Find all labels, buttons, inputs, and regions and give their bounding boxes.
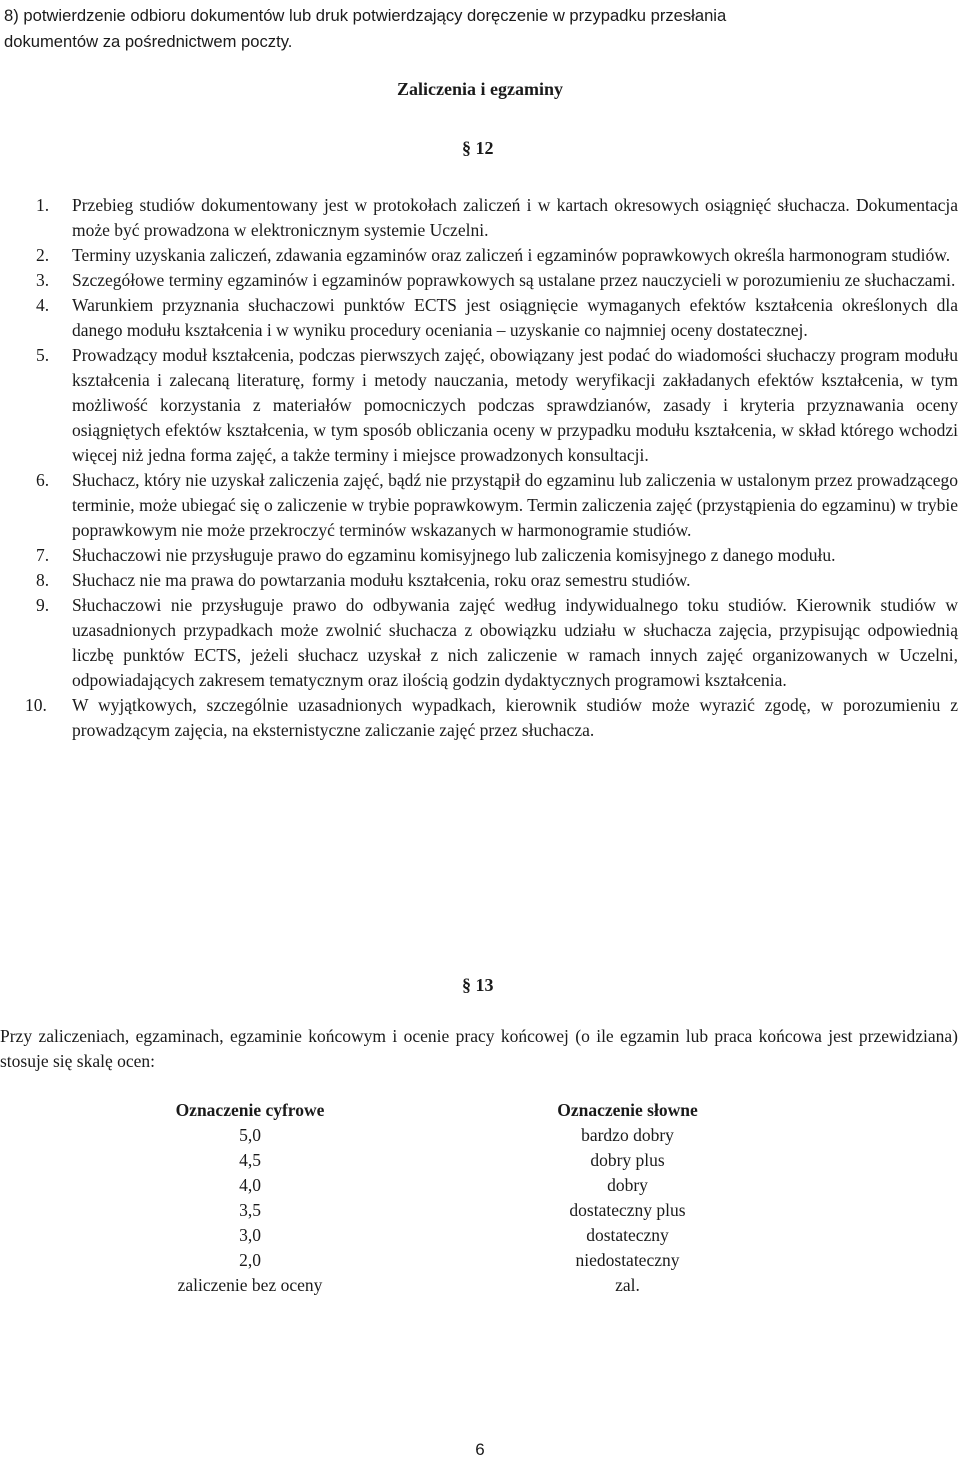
item-text: Prowadzący moduł kształcenia, podczas pierwszych zajęć, obowiązany jest podać do wiadomości słuchaczy program modułu kształcenia i zalecaną literaturę, formy i metody nauczania, metody weryfikacji zakładanych efektów kształcenia, w tym możliwość korzystania z materiałów pomocniczych podczas sprawdzianów, zasady i kryteria przyznawania oceny osiągniętych efektów kształcenia, w tym sposób obliczania oceny w przypadku modułu kształcenia, w skład którego wchodzi więcej niż jedna forma zajęć, a także terminy i miejsce prowadzonych konsultacji. <box>72 345 958 465</box>
grade-verbal: dobry <box>607 1175 648 1195</box>
grade-verbal: bardzo dobry <box>581 1125 674 1145</box>
list-item <box>0 193 958 243</box>
paragraph-12-heading <box>462 138 494 159</box>
item-text: Słuchaczowi nie przysługuje prawo do egzaminu komisyjnego lub zaliczenia komisyjnego z danego modułu. <box>72 545 836 565</box>
grade-numeric: 3,0 <box>239 1225 261 1245</box>
section-title: Zaliczenia i egzaminy <box>397 79 563 99</box>
list-item <box>0 343 958 468</box>
paragraph-number: 13 <box>475 975 494 995</box>
item-text: Terminy uzyskania zaliczeń, zdawania egzaminów oraz zaliczeń i egzaminów poprawkowych określa harmonogram studiów. <box>72 245 951 265</box>
paragraph-number: 12 <box>475 138 494 158</box>
grade-verbal: zal. <box>615 1275 640 1295</box>
verbal-column-header: Oznaczenie słowne <box>557 1100 698 1120</box>
paragraph-12-list <box>0 193 958 743</box>
grade-verbal: dostateczny <box>586 1225 669 1245</box>
page-number: 6 <box>475 1440 485 1459</box>
item-text: Szczegółowe terminy egzaminów i egzaminów poprawkowych są ustalane przez nauczycieli w porozumieniu ze słuchaczami. <box>72 270 956 290</box>
list-item <box>0 693 958 743</box>
list-item <box>0 593 958 693</box>
numeric-column-header: Oznaczenie cyfrowe <box>175 1100 325 1120</box>
paragraph-symbol: § <box>462 138 471 158</box>
item-text: Słuchaczowi nie przysługuje prawo do odbywania zajęć według indywidualnego toku studiów. Kierownik studiów w uzasadnionych przypadkach może zwolnić słuchacza z obowiązku udziału w słuchacza zajęcia, przypisując odpowiednią liczbę punktów ECTS, jeżeli słuchacz uzyskał z nich zaliczenie w ramach innych zajęć organizowanych w Uczelni, odpowiadających zakresem tematycznym oraz ilością godzin dydaktycznych programowi kształcenia. <box>72 595 958 690</box>
item-number: 4. <box>36 295 50 315</box>
item-text: Warunkiem przyznania słuchaczowi punktów ECTS jest osiągnięcie wymaganych efektów kształcenia określonych dla danego modułu kształcenia i w wyniku procedury oceniania – uzyskanie co najmniej oceny dostatecznej. <box>72 295 958 340</box>
verbal-column <box>510 1098 745 1298</box>
item-number: 3. <box>36 270 50 290</box>
grade-numeric: 5,0 <box>239 1125 261 1145</box>
item-number: 9. <box>36 595 50 615</box>
paragraph-symbol: § <box>462 975 471 995</box>
list-item <box>0 468 958 543</box>
grading-scale-intro: Przy zaliczeniach, egzaminach, egzaminie końcowym i ocenie pracy końcowej (o ile egzamin lub praca końcowa jest przewidziana) stosuje się skalę ocen: <box>0 1026 958 1071</box>
grade-verbal: dostateczny plus <box>569 1200 686 1220</box>
item-text: Słuchacz nie ma prawa do powtarzania modułu kształcenia, roku oraz semestru studiów. <box>72 570 691 590</box>
list-item <box>0 268 958 293</box>
numeric-column <box>140 1098 360 1298</box>
grade-verbal: niedostateczny <box>575 1250 680 1270</box>
list-item <box>0 293 958 343</box>
grade-numeric: zaliczenie bez oceny <box>177 1275 323 1295</box>
item-8-line-1: 8) potwierdzenie odbioru dokumentów lub druk potwierdzający doręczenie w przypadku przesłania <box>4 6 727 25</box>
grade-numeric: 3,5 <box>239 1200 261 1220</box>
list-item <box>0 243 958 268</box>
grade-numeric: 4,0 <box>239 1175 261 1195</box>
item-8-line-2: dokumentów za pośrednictwem poczty. <box>4 32 293 51</box>
item-number: 10. <box>25 695 47 715</box>
list-item <box>0 543 958 568</box>
grade-numeric: 4,5 <box>239 1150 261 1170</box>
item-text: Przebieg studiów dokumentowany jest w protokołach zaliczeń i w kartach okresowych osiągnięć słuchacza. Dokumentacja może być prowadzona w elektronicznym systemie Uczelni. <box>72 195 958 240</box>
item-number: 1. <box>36 195 50 215</box>
item-text: W wyjątkowych, szczególnie uzasadnionych wypadkach, kierownik studiów może wyrazić zgodę, w porozumieniu z prowadzącym zajęcia, na eksternistyczne zaliczanie zajęć przez słuchacza. <box>72 695 958 740</box>
grade-verbal: dobry plus <box>590 1150 665 1170</box>
list-item <box>0 568 958 593</box>
item-number: 2. <box>36 245 50 265</box>
item-number: 5. <box>36 345 50 365</box>
grade-numeric: 2,0 <box>239 1250 261 1270</box>
item-number: 7. <box>36 545 50 565</box>
item-number: 8. <box>36 570 50 590</box>
item-number: 6. <box>36 470 50 490</box>
item-text: Słuchacz, który nie uzyskał zaliczenia zajęć, bądź nie przystąpił do egzaminu lub zaliczenia w ustalonym przez prowadzącego terminie, może ubiegać się o zaliczenie w trybie poprawkowym. Termin zaliczenia zajęć (przystąpienia do egzaminu) w trybie poprawkowym nie może przekroczyć terminów wskazanych w harmonogramie studiów. <box>72 470 958 540</box>
paragraph-13-heading <box>462 975 494 996</box>
